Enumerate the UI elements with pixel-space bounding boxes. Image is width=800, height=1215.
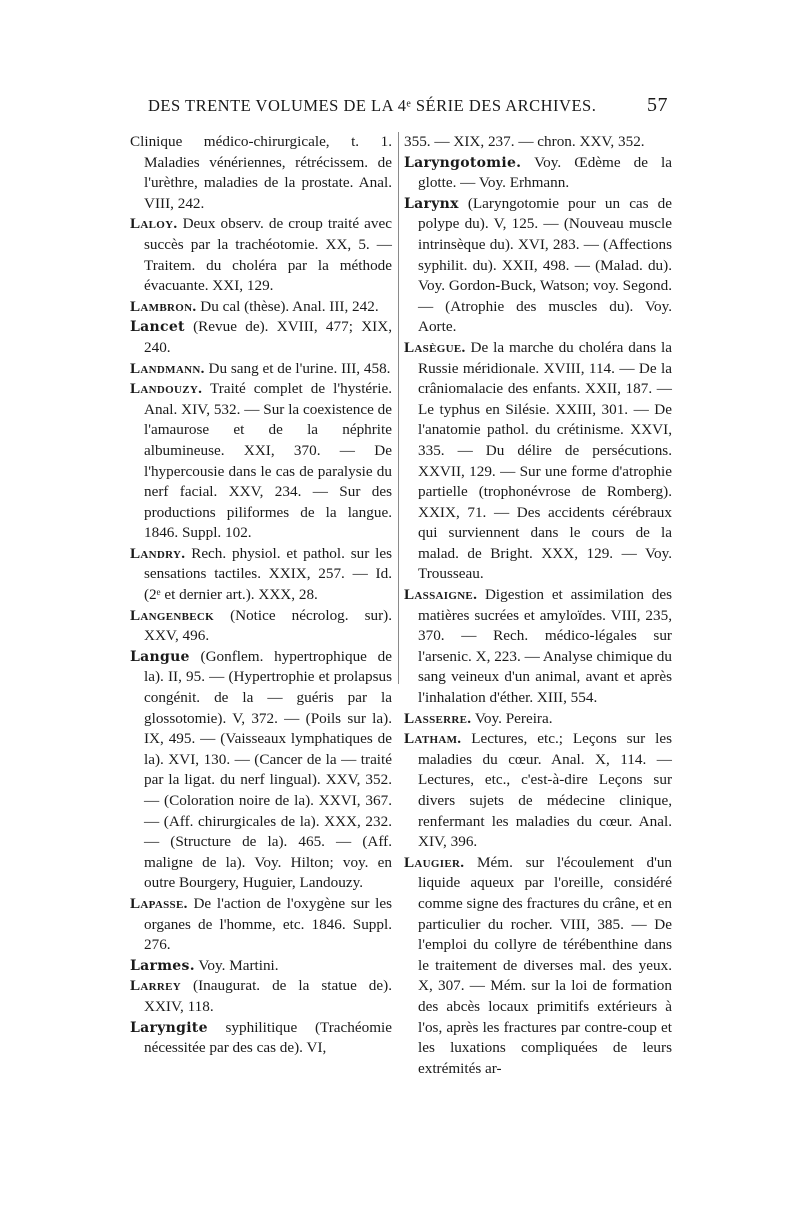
entry-headword: Langue	[130, 648, 190, 665]
index-entry: Laryngite syphilitique (Trachéomie nécessitée par des cas de). VI,	[130, 1018, 392, 1057]
index-entry: Lambron. Du cal (thèse). Anal. III, 242.	[130, 297, 379, 315]
index-entry: Lassaigne. Digestion et assimilation des matières sucrées et amyloïdes. VIII, 235, 370. — Rech. médico-légales sur l'arsenic. X, 223. — Analyse chimique du sang veineux d'un animal, avant et après l'inhalation d'éther. XIII, 554.	[404, 586, 673, 707]
entry-headword: Larmes.	[130, 957, 195, 974]
entry-headword: Lasserre.	[404, 709, 472, 727]
index-entry: Laryngotomie. Voy. Œdème de la glotte. — Voy. Erhmann.	[404, 153, 672, 192]
entry-headword: Larynx	[404, 195, 459, 212]
index-entry: Lasserre. Voy. Pereira.	[404, 709, 553, 727]
index-entry: Lapasse. De l'action de l'oxygène sur les organes de l'homme, etc. 1846. Suppl. 276.	[130, 894, 393, 954]
entry-headword: Laryngite	[130, 1019, 208, 1036]
index-entry: 355. — XIX, 237. — chron. XXV, 352.	[404, 133, 645, 150]
index-entry: Lasègue. De la marche du choléra dans la Russie méridionale. XVIII, 114. — De la crâniomalacie des enfants. XXII, 187. — Le typhus en Silésie. XXIII, 301. — De l'anatomie pathol. du crétinisme. XXVI, 335. — Du délire de persécutions. XXVII, 129. — Sur une forme d'atrophie partielle (trophonévrose de Romberg). XXIX, 71. — Des accidents cérébraux qui surviennent dans le cours de la malad. de Bright. XXX, 129. — Voy. Trousseau.	[404, 338, 673, 583]
entry-headword: Laloy.	[130, 215, 178, 233]
entry-headword: Lasègue.	[404, 338, 466, 356]
index-entry: Landmann. Du sang et de l'urine. III, 458.	[130, 359, 391, 377]
index-entry: Landry. Rech. physiol. et pathol. sur les sensations tactiles. XXIX, 257. — Id. (2ᵉ et dernier art.). XXX, 28.	[130, 544, 392, 604]
index-entry: Langue (Gonflem. hypertrophique de la). II, 95. — (Hypertrophie et prolapsus congénit. de la — guéris par la glossotomie). V, 372. — (Poils sur la). IX, 495. — (Vaisseaux lymphatiques de la). XVI, 130. — (Cancer de la — traité par la ligat. du nerf lingual). XXV, 352. — (Coloration noire de la). XXVI, 367. — (Aff. chirurgicales de la). XXX, 232. — (Structure de la). 465. — (Aff. maligne de la). Voy. Hilton; voy. en outre Bourgery, Huguier, Landouzy.	[130, 647, 392, 892]
index-entry: Laloy. Deux observ. de croup traité avec succès par la trachéotomie. XX, 5. — Traitem. du choléra par la méthode évacuante. XXI, 129.	[130, 215, 392, 295]
entry-headword: Lambron.	[130, 297, 197, 315]
entry-headword: Lancet	[130, 319, 185, 336]
index-entry: Larrey (Inaugurat. de la statue de). XXIV, 118.	[130, 977, 392, 1015]
right-column	[404, 132, 672, 1079]
index-entry: Laugier. Mém. sur l'écoulement d'un liquide aqueux par l'oreille, considéré comme signe des fractures du crâne, et en particulier du rocher. VIII, 385. — De l'emploi du collyre de térébenthine dans le traitement de diverses mal. des yeux. X, 307. — Mém. sur la loi de formation des abcès locaux primitifs extérieurs à l'os, après les fractures par contre-coup et les luxations compliquées de leurs extrémités ar-	[404, 853, 673, 1077]
index-entry: Larynx (Laryngotomie pour un cas de polype du). V, 125. — (Nouveau muscle intrinsèque du). XVI, 283. — (Affections syphilit. du). XXII, 498. — (Malad. du). Voy. Gordon-Buck, Watson; voy. Segond. — (Atrophie des muscles du). Voy. Aorte.	[404, 194, 672, 336]
entry-headword: Lapasse.	[130, 894, 188, 912]
index-entry: Latham. Lectures, etc.; Leçons sur les maladies du cœur. Anal. X, 114. — Lectures, etc., c'est-à-dire Leçons sur divers sujets de médecine clinique, renfermant les maladies du cœur. Anal. XIV, 396.	[404, 730, 672, 851]
running-header	[148, 96, 668, 126]
index-entry: Langenbeck (Notice nécrolog. sur). XXV, 496.	[130, 606, 393, 645]
entry-headword: Landry.	[130, 544, 186, 562]
entry-headword: Larrey	[130, 977, 182, 995]
entry-headword: Laugier.	[404, 853, 465, 871]
left-column	[130, 132, 392, 1059]
entry-headword: Langenbeck	[130, 606, 215, 624]
index-entry: Larmes. Voy. Martini.	[130, 956, 279, 974]
index-entry: Landouzy. Traité complet de l'hystérie. Anal. XIV, 532. — Sur la coexistence de l'amaurose et de la néphrite albumineuse. XXI, 370. — De l'hypercousie dans le cas de paralysie du nerf facial. XXV, 234. — Sur des productions piliformes de la langue. 1846. Suppl. 102.	[130, 380, 392, 542]
index-entry: Clinique médico-chirurgicale, t. 1. Maladies vénériennes, rétrécissem. de l'urèthre, maladies de la prostate. Anal. VIII, 242.	[130, 133, 392, 212]
entry-headword: Lassaigne.	[404, 586, 478, 604]
header-title: DES TRENTE VOLUMES DE LA 4ᵉ SÉRIE DES ARCHIVES.	[148, 96, 597, 115]
entry-headword: Landouzy.	[130, 380, 203, 398]
entry-headword: Latham.	[404, 730, 462, 748]
entry-headword: Landmann.	[130, 359, 205, 377]
page-number: 57	[647, 94, 668, 116]
index-entry: Lancet (Revue de). XVIII, 477; XIX, 240.	[130, 318, 392, 356]
column-divider	[398, 132, 399, 684]
entry-headword: Laryngotomie.	[404, 154, 522, 171]
